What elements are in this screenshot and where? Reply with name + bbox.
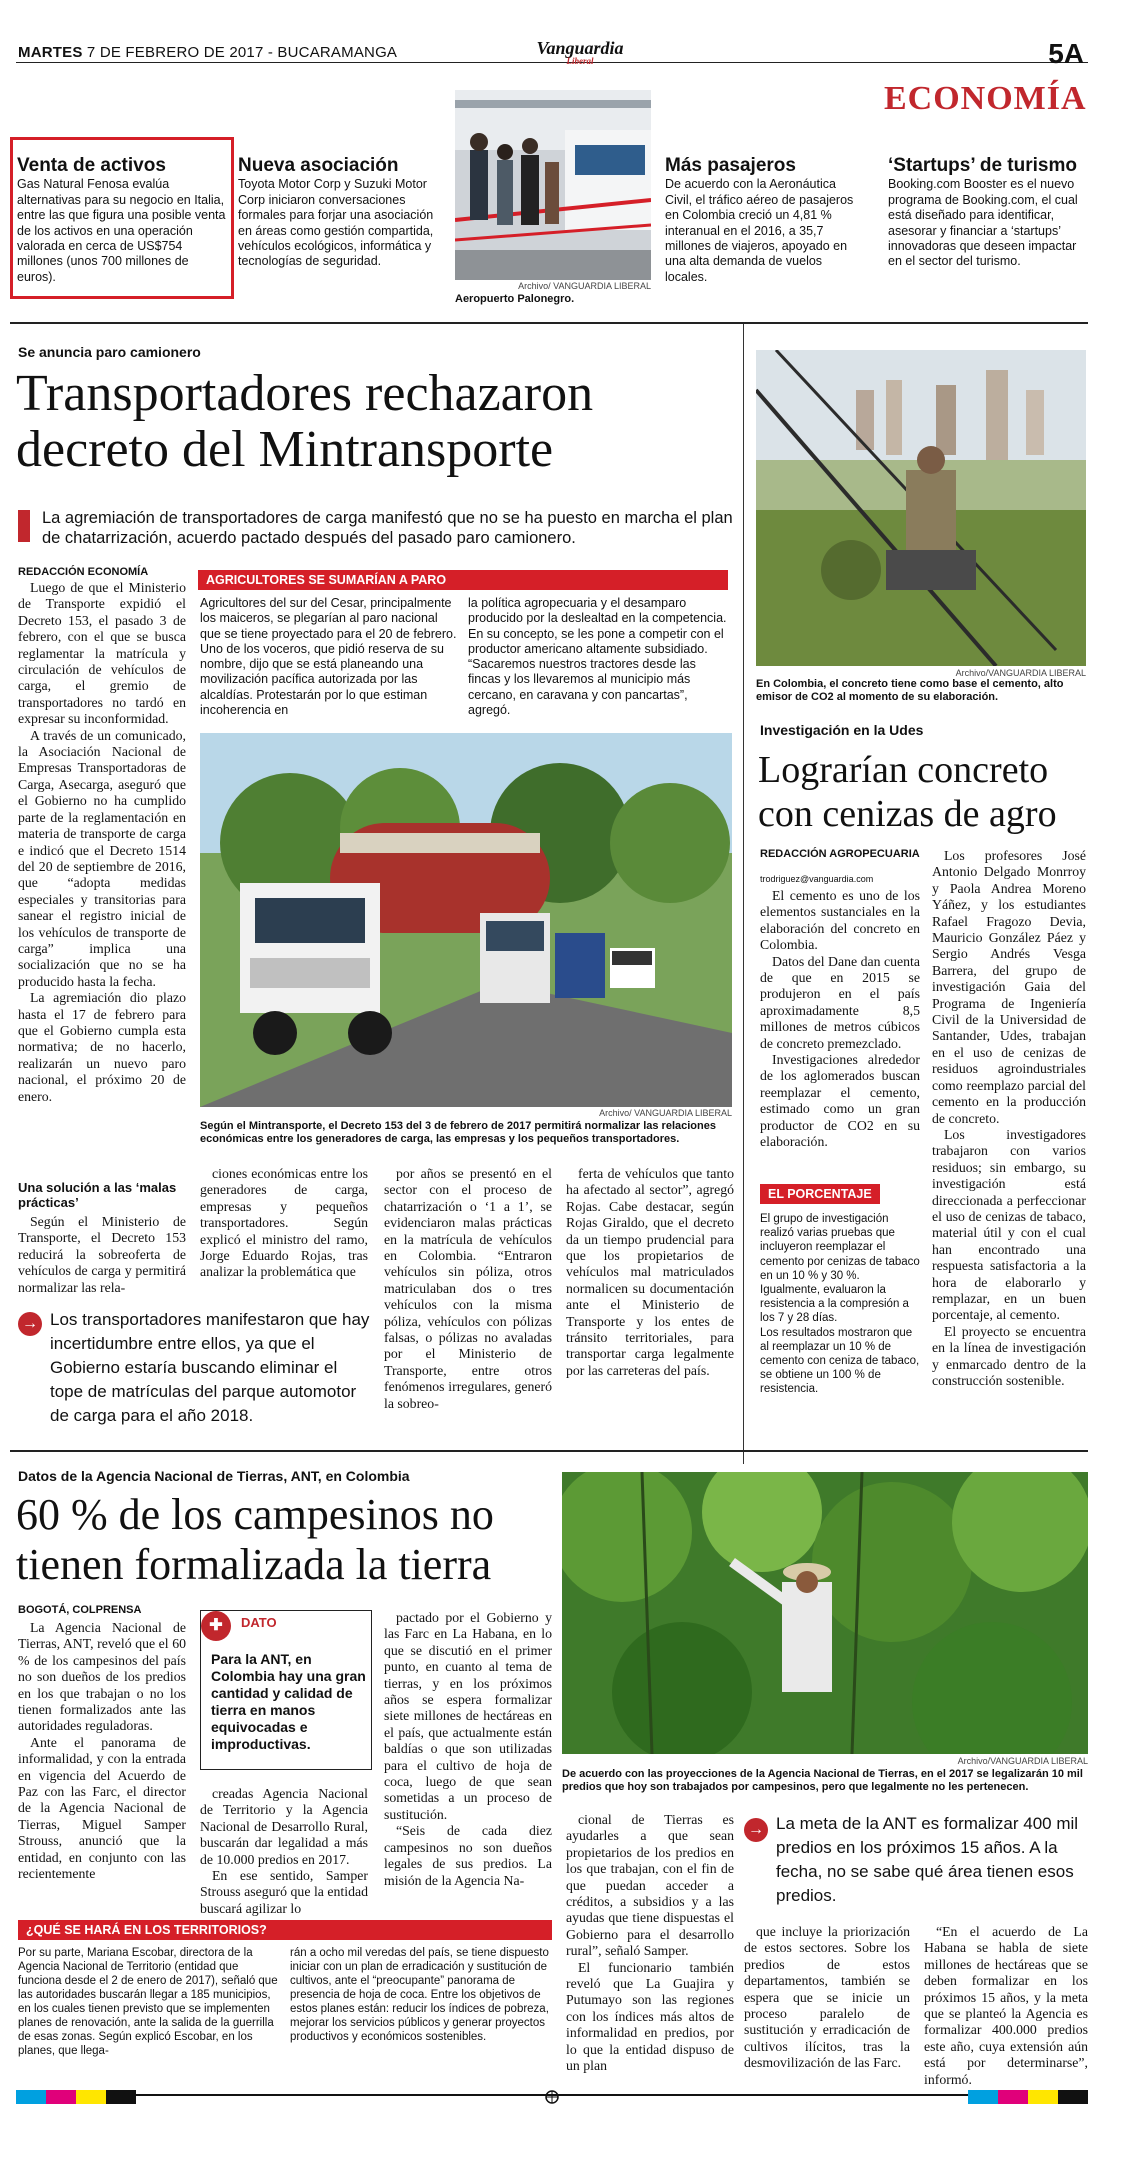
concrete-headline[interactable]: Lograrían concreto con cenizas de agro xyxy=(758,749,1057,835)
main-headline[interactable]: Transportadores rechazaron decreto del Mintransporte xyxy=(16,365,594,478)
brief-text: Booking.com Booster es el nuevo programa de Booking.com, el cual está diseñado para identificar, asesorar y financiar a ‘startups’ innovadoras que deseen impactar en el sector del turismo. xyxy=(888,177,1078,269)
sidebar-title-bar: AGRICULTORES SE SUMARÍAN A PARO xyxy=(198,570,728,590)
brief-title: ‘Startups’ de turismo xyxy=(888,155,1077,176)
main-col1b: Según el Ministerio de Transporte, el Decreto 153 reducirá la sobreoferta de vehículos de carga y permitirá normalizar las rela- xyxy=(18,1214,186,1295)
land-headline[interactable]: 60 % de los campesinos no tienen formalizada la tierra xyxy=(16,1490,494,1589)
farmer-photo xyxy=(562,1472,1088,1754)
land-col5: que incluye la priorización de estos sectores. Sobre los predios de estos departamentos, también se espera que se inicie un proceso paralelo de sustitución y erradicación de cultivos ilícitos, tras la desmovilización de las Farc. xyxy=(744,1924,910,2071)
porcentaje-title-bar: EL PORCENTAJE xyxy=(760,1184,880,1204)
concrete-col2: Los profesores José Antonio Delgado Monrroy y Paola Andrea Moreno Yáñez, y los estudiantes Rafael Fragozo Devia, Mauricio González Páez y Sergio Andrés Vesga Barrera, del grupo de investigación Gaia del Programa de Ingeniería Civil de la Universidad de Santander, Udes, trabajan en el uso de cenizas de residuos agroindustriales como reemplazo parcial del cemento en la producción de concreto. Los investigadores trabajaron con varios residuos; sin embargo, su investigación está direccionada a perfeccionar el uso de cenizas de tabaco, material útil y con el cual han encontrado una respuesta satisfactoria a la hora de elaborarlo y remplazar, en un buen porcentaje, al cemento. El proyecto se encuentra en la línea de investigación y enmarcado dentro de la construcción sostenible. xyxy=(932,848,1086,1388)
concrete-email[interactable]: trodriguez@vanguardia.com xyxy=(760,874,874,884)
concrete-photo-caption: En Colombia, el concreto tiene como base el cemento, alto emisor de CO2 al momento de su elaboración. xyxy=(756,678,1064,703)
section-title: ECONOMÍA xyxy=(884,80,1087,117)
land-col2: creadas Agencia Nacional de Territorio y la Agencia Nacional de Desarrollo Rural, buscarán dar legalidad a más de 10.000 predios en 2017. En ese sentido, Samper Strouss aseguró que la entidad buscará agilizar lo xyxy=(200,1786,368,1916)
land-col1: La Agencia Nacional de Tierras, ANT, reveló que el 60 % de los campesinos del país no son dueños de los predios en los que trabajan o no los tienen formalizados ante las autoridades reguladoras. Ante el panorama de informalidad, y con la entrada en vigencia del Acuerdo de Paz con las Farc, el director de la Agencia Nacional de Tierras, Miguel Samper Strouss, anunció que la entidad, en conjunto con las recientemente xyxy=(18,1620,186,1882)
land-pullquote-arrow-icon: → xyxy=(744,1818,768,1842)
main-kicker: Se anuncia paro camionero xyxy=(18,344,201,360)
land-pullquote: La meta de la ANT es formalizar 400 mil predios en los próximos 15 años. A la fecha, no se sabe qué área tienen esos predios. xyxy=(776,1814,1079,1905)
dato-icon: ✚ xyxy=(201,1611,231,1641)
concrete-col1: El cemento es uno de los elementos sustanciales en la elaboración del concreto en Colombia. Datos del Dane dan cuenta de que en 2015 se produjeron en el país aproximadamente 8,5 millones de metros cúbicos de concreto premezclado. Investigaciones alrededor de los aglomerados buscan reemplazar el cemento, estimado como un gran productor de CO2 en su elaboración. xyxy=(760,888,920,1150)
main-pullquote: Los transportadores manifestaron que hay incertidumbre entre ellos, ya que el Gobierno estaría buscando eliminar el tope de matrículas del parque automotor de carga para el año 2018. xyxy=(50,1310,370,1425)
truck-photo-caption: Según el Mintransporte, el Decreto 153 del 3 de febrero de 2017 permitirá normalizar las relaciones económicas entre los generadores de carga, las empresas y los pequeños transportadores. xyxy=(200,1120,716,1145)
land-byline: BOGOTÁ, COLPRENSA xyxy=(18,1604,142,1616)
brief-text: Toyota Motor Corp y Suzuki Motor Corp iniciaron conversaciones formales para forjar una asociación en áreas como gestión compartida, vehículos ecológicos, informática y tecnologías de seguridad. xyxy=(238,177,434,269)
airport-photo xyxy=(455,90,651,280)
main-col1: Luego de que el Ministerio de Transporte expidió el Decreto 153, el pasado 3 de febrero, con el que se busca reglamentar la matrícula y circulación de vehículos de carga, el gremio de transportadores no tardó en expresar su inconformidad. A través de un comunicado, la Asociación Nacional de Empresas Transportadoras de Carga, Asecarga, aseguró que el Gobierno no ha cumplido parte de la reglamentación en materia de transporte de carga e indicó que el Decreto 1514 del 20 de septiembre de 2016, que “adopta medidas especiales y transitorias para sanear el registro inicial de los vehículos de transporte de carga” implica una socialización que no se ha producido hasta la fecha. La agremiación dio plazo hasta el 17 de febrero para que el Gobierno cumpla esta normativa; de no hacerlo, realizarán un nuevo paro nacional, el próximo 20 de enero. xyxy=(18,580,186,1104)
farmer-photo-credit: Archivo/VANGUARDIA LIBERAL xyxy=(957,1756,1088,1766)
dato-title: DATO xyxy=(241,1615,277,1630)
territorios-title-bar: ¿QUÉ SE HARÁ EN LOS TERRITORIOS? xyxy=(18,1920,552,1940)
truck-photo xyxy=(200,733,732,1107)
brief-nueva-asociacion[interactable] xyxy=(238,155,438,270)
main-col3: por años se presentó en el sector con el proceso de chatarrización o ‘1 a 1’, se evidenciaron malas prácticas en la matrícula de vehículos en Colombia. “Entraron vehículos sin póliza, otros matriculaban dos o tres vehículos con la misma póliza, vehículos con pólizas falsas, o pólizas no avaladas por el Ministerio de Transporte, entre otros fenómenos irregulares, generó la sobreo- xyxy=(384,1166,552,1411)
land-col6: “En el acuerdo de La Habana se habla de siete millones de hectáreas que se deben formalizar en los próximos 15 años, y la meta que se planteó la Agencia es formalizar 400.000 predios este año, cuya extensión aún está por determinarse”, informó. xyxy=(924,1924,1088,2087)
brief-mas-pasajeros[interactable] xyxy=(665,155,865,285)
land-kicker: Datos de la Agencia Nacional de Tierras, ANT, en Colombia xyxy=(18,1468,410,1484)
brief-text: De acuerdo con la Aeronáutica Civil, el tráfico aéreo de pasajeros en Colombia creció un 4,81 % interanual en el 2016, a 35,7 millones de viajeros, apoyado en una alta demanda de vuelos locales. xyxy=(665,177,854,284)
porcentaje-text: El grupo de investigación realizó varias pruebas que incluyeron reemplazar el cemento por cenizas de tabaco en un 10 % y 30 %. Igualmente, evaluaron la resistencia a la compresión a los 7 y 28 días. Los resultados mostraron que al reemplazar un 10 % de cemento con ceniza de tabaco, se obtiene un 100 % de resistencia. xyxy=(760,1213,920,1396)
dato-box xyxy=(200,1610,372,1770)
truck-photo-credit: Archivo/ VANGUARDIA LIBERAL xyxy=(599,1108,732,1118)
main-col4: ferta de vehículos que tanto ha afectado al sector”, agregó Rojas. Cabe destacar, según Rojas Giraldo, que el decreto da un tiempo prudencial para que los propietarios de vehículos mal matriculados normalicen su documentación ante el Ministerio de Transporte y los entes de tránsito territoriales, para transportar carga legalmente por las carreteras del país. xyxy=(566,1166,734,1378)
brief-title: Más pasajeros xyxy=(665,155,796,176)
land-col4: cional de Tierras es ayudarles a que sean propietarios de los predios en los que trabajan, con el fin de que puedan acceder a créditos, a subsidios y a las ayudas que tiene dispuestas el Gobierno para el desarrollo rural”, señaló Samper. El funcionario también reveló que La Guajira y Putumayo son las regiones con los índices más altos de informalidad en predios, por lo que la entidad dispuso de un plan xyxy=(566,1812,734,2074)
brief-venta-activos[interactable] xyxy=(17,155,229,285)
sidebar-right-text: la política agropecuaria y el desamparo producido por la deslealtad en la competencia. En su concepto, se les pone a competir con el productor americano altamente subsidiado. “Sacaremos nuestros tractores desde las fincas y los llevaremos al municipio más cercano, en caravana y con pancartas”, agregó. xyxy=(468,596,727,718)
farmer-photo-caption: De acuerdo con las proyecciones de la Agencia Nacional de Tierras, en el 2017 se legalizarán 10 mil predios que hoy son trabajados por campesinos, pero que legalmente no les pertenecen. xyxy=(562,1768,1083,1793)
main-byline: REDACCIÓN ECONOMÍA xyxy=(18,566,149,578)
section-divider xyxy=(10,322,1088,324)
deck-marker xyxy=(18,510,30,542)
brief-text: Gas Natural Fenosa evalúa alternativas para su negocio en Italia, entre las que figura una posible venta de los activos en una operación valorada en cerca de US$754 millones (unos 700 millones de euros). xyxy=(17,177,226,284)
sidebar-left-text: Agricultores del sur del Cesar, principalmente los maiceros, se plegarían al paro nacional que se tiene proyectado para el 20 de febrero. Uno de los voceros, que pidió reserva de su nombre, dijo que se está planeando una movilización pacífica autorizada por las alcaldías. Protestarán por lo que estiman incoherencia en xyxy=(200,596,457,718)
main-deck: La agremiación de transportadores de carga manifestó que no se ha puesto en marcha el plan de chatarrización, acuerdo pactado después del pasado paro camionero. xyxy=(42,509,733,547)
concrete-byline: REDACCIÓN AGROPECUARIA xyxy=(760,848,920,860)
dato-text: Para la ANT, en Colombia hay una gran cantidad y calidad de tierra en manos equivocadas e improductivas. xyxy=(211,1651,366,1752)
column-divider xyxy=(743,324,744,1464)
main-subhead: Una solución a las ‘malas prácticas’ xyxy=(18,1180,177,1210)
brief-title: Venta de activos xyxy=(17,155,166,176)
airport-photo-credit: Archivo/ VANGUARDIA LIBERAL xyxy=(518,281,651,291)
concrete-photo-credit: Archivo/VANGUARDIA LIBERAL xyxy=(955,668,1086,678)
land-col3: pactado por el Gobierno y las Farc en La Habana, en lo que se discutió en el primer punto, en cuanto al tema de tierras, y en los próximos años se espera formalizar siete millones de hectáreas en el país, que actualmente están baldías o que son utilizadas para el cultivo de hoja de coca, luego de que sean sometidas a un proceso de sustitución. “Seis de cada diez campesinos no son dueños legales de sus predios. La misión de la Agencia Na- xyxy=(384,1610,552,1888)
airport-photo-caption: Aeropuerto Palonegro. xyxy=(455,293,575,305)
brief-startups-turismo[interactable] xyxy=(888,155,1088,270)
header-date: MARTES 7 DE FEBRERO DE 2017 - BUCARAMANGA xyxy=(18,44,398,61)
brief-title: Nueva asociación xyxy=(238,155,399,176)
main-col2: ciones económicas entre los generadores de carga, empresas y pequeños transportadores. Según explicó el ministro del ramo, Jorge Eduardo Rojas, tras analizar la problemática que xyxy=(200,1166,368,1280)
concrete-photo xyxy=(756,350,1086,666)
territorios-left-text: Por su parte, Mariana Escobar, directora de la Agencia Nacional de Territorio (entidad que funciona desde el 2 de enero de 2017), señaló que las autoridades buscarán llegar a 185 municipios, en los cuales tienen previsto que se implementen planes de renovación, ante la salida de la guerrilla de esas zonas. Según explicó Escobar, en los planes, que llega- xyxy=(18,1947,278,2057)
page-number: 5A xyxy=(1048,38,1084,69)
pullquote-arrow-icon: → xyxy=(18,1312,42,1336)
territorios-right-text: rán a ocho mil veredas del país, se tiene dispuesto iniciar con un plan de erradicación y sustitución de cultivos, ante el “preocupante” panorama de presencia de hoja de coca. Entre los objetivos de estos planes están: reducir los índices de pobreza, mejorar los servicios públicos y generar proyectos productivos y económicos sostenibles. xyxy=(290,1947,549,2043)
masthead-logo[interactable]: Vanguardia Liberal xyxy=(536,38,624,66)
concrete-kicker: Investigación en la Udes xyxy=(760,722,924,738)
print-color-strip xyxy=(16,2090,1088,2104)
section-divider-2 xyxy=(10,1450,1088,1452)
